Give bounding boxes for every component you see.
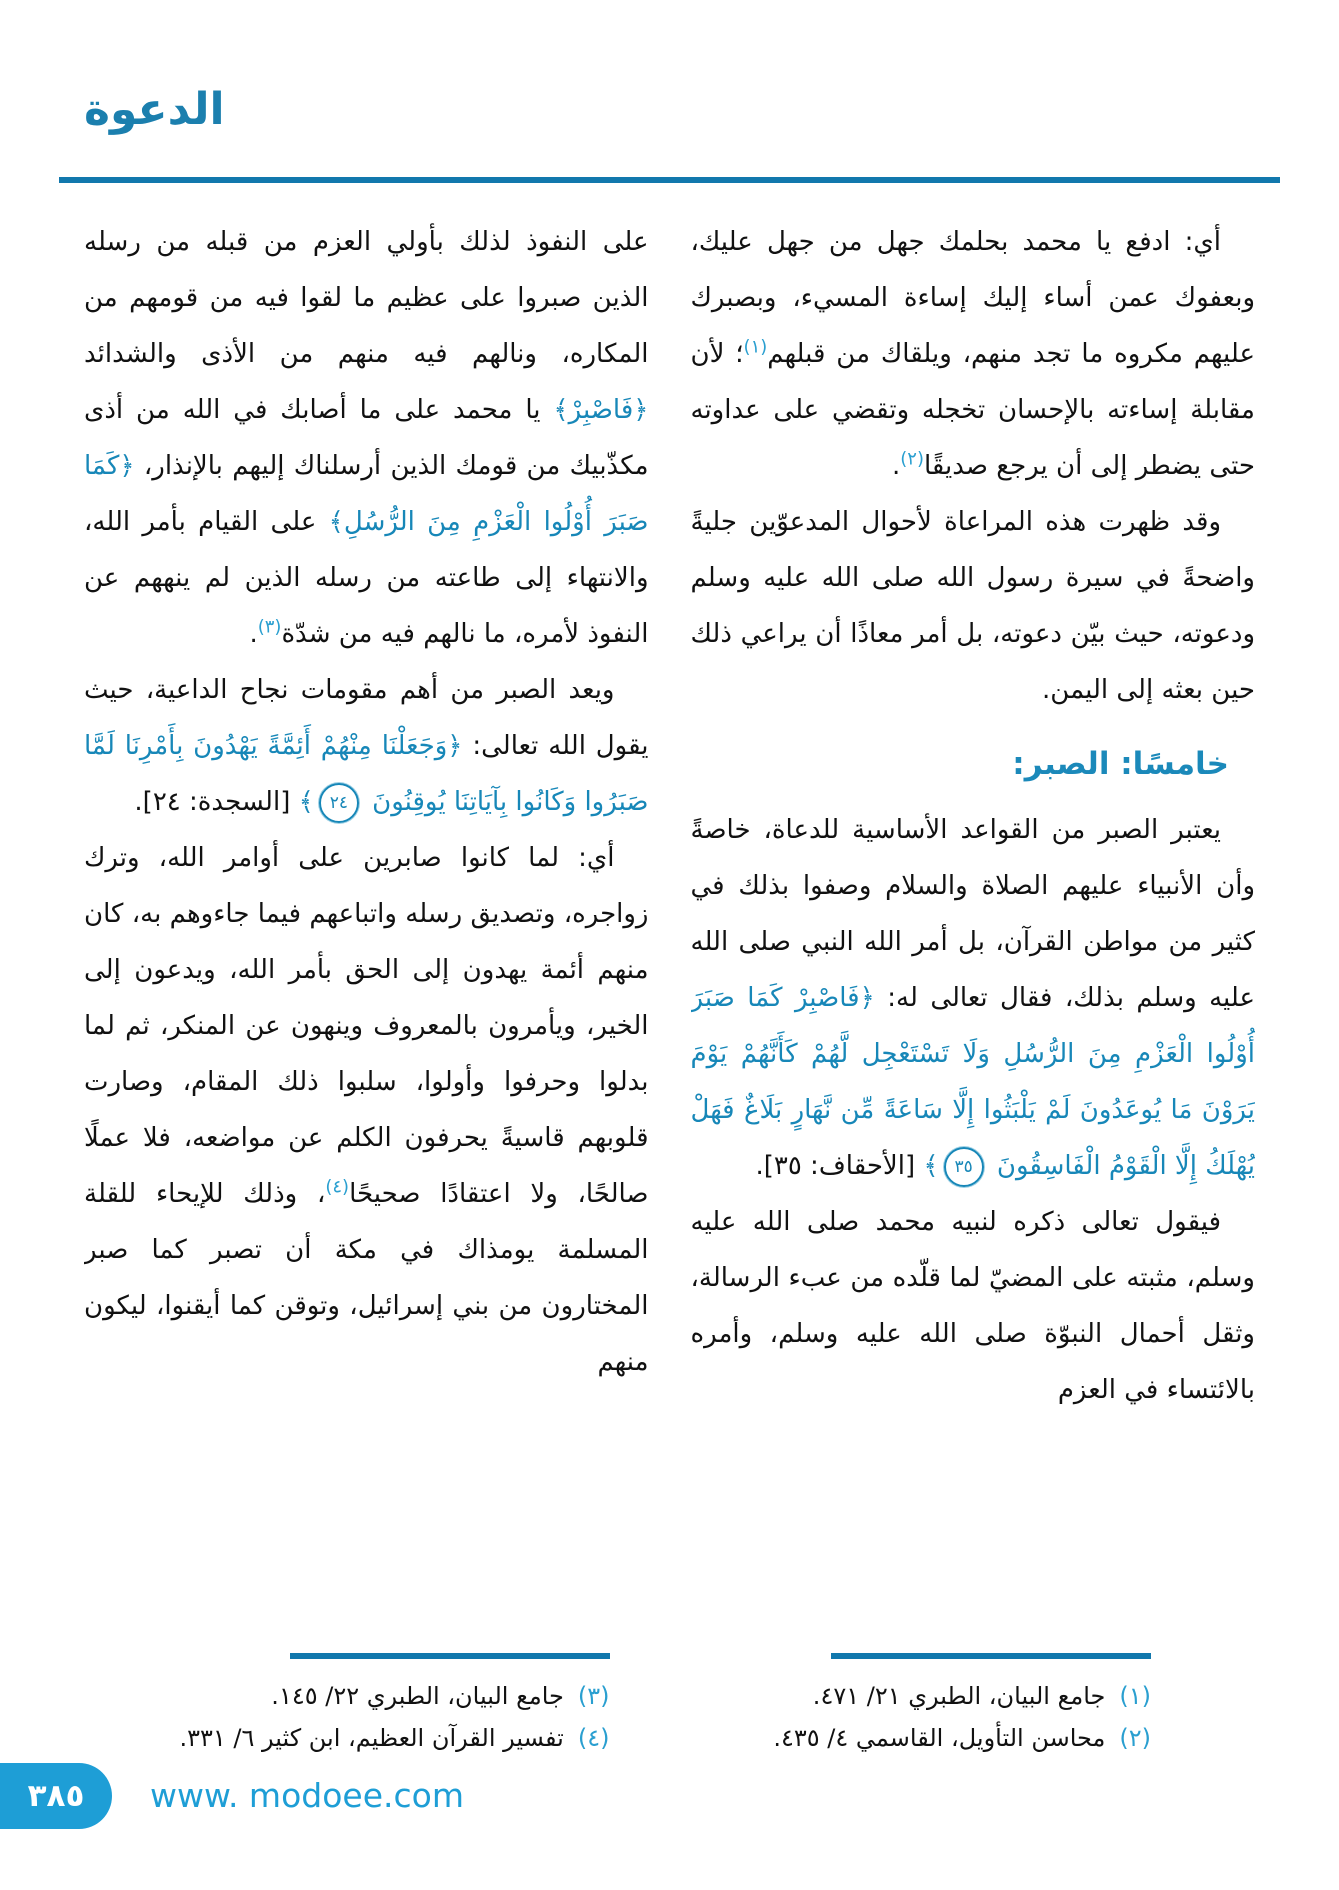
paragraph (84, 830, 649, 1390)
ayah-number-medallion: ٢٤ (319, 783, 359, 823)
footnote-text: جامع البيان، الطبري ٢٢/ ١٤٥. (271, 1682, 564, 1710)
column-right (691, 214, 1256, 1759)
text-segment: . (249, 619, 258, 649)
header-rule (59, 177, 1280, 183)
text-segment: أي: ادفع يا محمد بحلمك جهل من جهل عليك، وبعفوك عمن أساء إليك إساءة المسيء، وبصبرك عليهم مكروه ما تجد منهم، ويلقاك من قبلهم (690, 227, 1255, 369)
footnote-text: محاسن التأويل، القاسمي ٤/ ٤٣٥. (773, 1724, 1106, 1752)
text-segment: وقد ظهرت هذه المراعاة لأحوال المدعوّين جليةً واضحةً في سيرة رسول الله صلى الله عليه وسلم ودعوته، حيث بيّن دعوته، بل أمر معاذًا أن يراعي ذلك حين بعثه إلى اليمن. (690, 507, 1255, 705)
text-segment: [السجدة: ٢٤]. (134, 787, 299, 817)
page-number-badge (0, 1763, 112, 1829)
text-segment: [الأحقاف: ٣٥]. (755, 1151, 924, 1181)
quran-verse: ﴾ (923, 1151, 939, 1181)
text-segment: ، وذلك للإيحاء للقلة المسلمة يومذاك في مكة أن تصبر كما صبر المختارون من بني إسرائيل، وتوقن كما أيقنوا، ليكون منهم (84, 1179, 649, 1377)
footnote-separator (290, 1653, 610, 1659)
footnote-ref: (٤) (325, 1176, 350, 1198)
footnote (691, 1717, 1152, 1759)
content-columns (84, 214, 1255, 1759)
page-header-title: الدعوة (84, 84, 225, 135)
text-segment: فيقول تعالى ذكره لنبيه محمد صلى الله عليه وسلم، مثبته على المضيّ لما قلّده من عبء الرسالة، وثقل أحمال النبوّة صلى الله عليه وسلم، وأمره بالائتساء في العزم (690, 1207, 1255, 1405)
paragraph (691, 494, 1256, 718)
text-segment: . (891, 451, 901, 481)
page-number: ٣٨٥ (27, 1778, 85, 1814)
footnote-number: (١) (1119, 1682, 1151, 1710)
text-segment: يعتبر الصبر من القواعد الأساسية للدعاة، خاصةً وأن الأنبياء عليهم الصلاة والسلام وصفوا بذلك في كثير من مواطن القرآن، بل أمر الله النبي صلى الله عليه وسلم بذلك، فقال تعالى له: (690, 815, 1255, 1013)
website-url: www. modoee.com (150, 1776, 464, 1815)
footnote-text: تفسير القرآن العظيم، ابن كثير ٦/ ٣٣١. (179, 1724, 564, 1752)
footnote-number: (٣) (577, 1682, 610, 1710)
quran-verse: ﴿وَجَعَلْنَا مِنْهُمْ أَئِمَّةً يَهْدُونَ بِأَمْرِنَا لَمَّا صَبَرُوا وَكَانُوا بِآيَاتِنَا يُوقِنُونَ (84, 731, 649, 817)
footnote-ref: (١) (743, 336, 768, 358)
ayah-number-medallion: ٣٥ (944, 1147, 984, 1187)
footnote-separator (831, 1653, 1151, 1659)
footnote (84, 1717, 610, 1759)
paragraph (691, 214, 1256, 494)
footnote-number: (٤) (577, 1724, 610, 1752)
section-heading-patience: خامسًا: الصبر: (1012, 746, 1229, 782)
footnote-text: جامع البيان، الطبري ٢١/ ٤٧١. (812, 1682, 1106, 1710)
paragraph (691, 802, 1256, 1194)
quran-verse: ﴿كَمَا صَبَرَ أُوْلُوا الْعَزْمِ مِنَ الرُّسُلِ﴾ (84, 451, 649, 537)
footnote (84, 1675, 610, 1717)
paragraph (84, 662, 649, 830)
footnote-ref: (٣) (257, 616, 282, 638)
footnotes-block (691, 1653, 1256, 1759)
text-segment: على النفوذ لذلك بأولي العزم من قبله من رسله الذين صبروا على عظيم ما لقوا فيه من قومهم من المكاره، ونالهم فيه منهم من الأذى والشدائد (84, 227, 649, 369)
column-left (84, 214, 649, 1759)
text-segment: على القيام بأمر الله، والانتهاء إلى طاعته من رسله الذين لم ينههم عن النفوذ لأمره، ما نالهم فيه من شدّة (84, 507, 649, 649)
footnote-ref: (٢) (900, 448, 924, 470)
quran-verse: ﴿فَاصْبِرْ﴾ (553, 395, 649, 425)
footnotes-block (84, 1653, 649, 1759)
paragraph (691, 1194, 1256, 1418)
footnote-number: (٢) (1119, 1724, 1151, 1752)
text-segment: ويعد الصبر من أهم مقومات نجاح الداعية، حيث يقول الله تعالى: (84, 675, 649, 761)
text-segment: ؛ لأن مقابلة إساءته بالإحسان تخجله وتقضي على عداوته حتى يضطر إلى أن يرجع صديقًا (690, 339, 1255, 481)
text-segment: يا محمد على ما أصابك في الله من أذى مكذّبيك من قومك الذين أرسلناك إليهم بالإنذار، (84, 395, 649, 481)
paragraph (84, 214, 649, 662)
quran-verse: ﴿فَاصْبِرْ كَمَا صَبَرَ أُوْلُوا الْعَزْمِ مِنَ الرُّسُلِ وَلَا تَسْتَعْجِل لَّهُمْ كَأَنَّهُمْ يَوْمَ يَرَوْنَ مَا يُوعَدُونَ لَمْ يَلْبَثُوا إِلَّا سَاعَةً مِّن نَّهَارٍ بَلَاغٌ فَهَلْ يُهْلَكُ إِلَّا الْقَوْمُ الْفَاسِقُونَ (690, 983, 1255, 1181)
quran-verse: ﴾ (298, 787, 314, 817)
footnote (691, 1675, 1152, 1717)
text-segment: أي: لما كانوا صابرين على أوامر الله، وترك زواجره، وتصديق رسله واتباعهم فيما جاءوهم به، كان منهم أئمة يهدون إلى الحق بأمر الله، ويدعون إلى الخير، ويأمرون بالمعروف وينهون عن المنكر، ثم لما بدلوا وحرفوا وأولوا، سلبوا ذلك المقام، وصارت قلوبهم قاسيةً يحرفون الكلم عن مواضعه، فلا عملًا صالحًا، ولا اعتقادًا صحيحًا (84, 843, 649, 1209)
